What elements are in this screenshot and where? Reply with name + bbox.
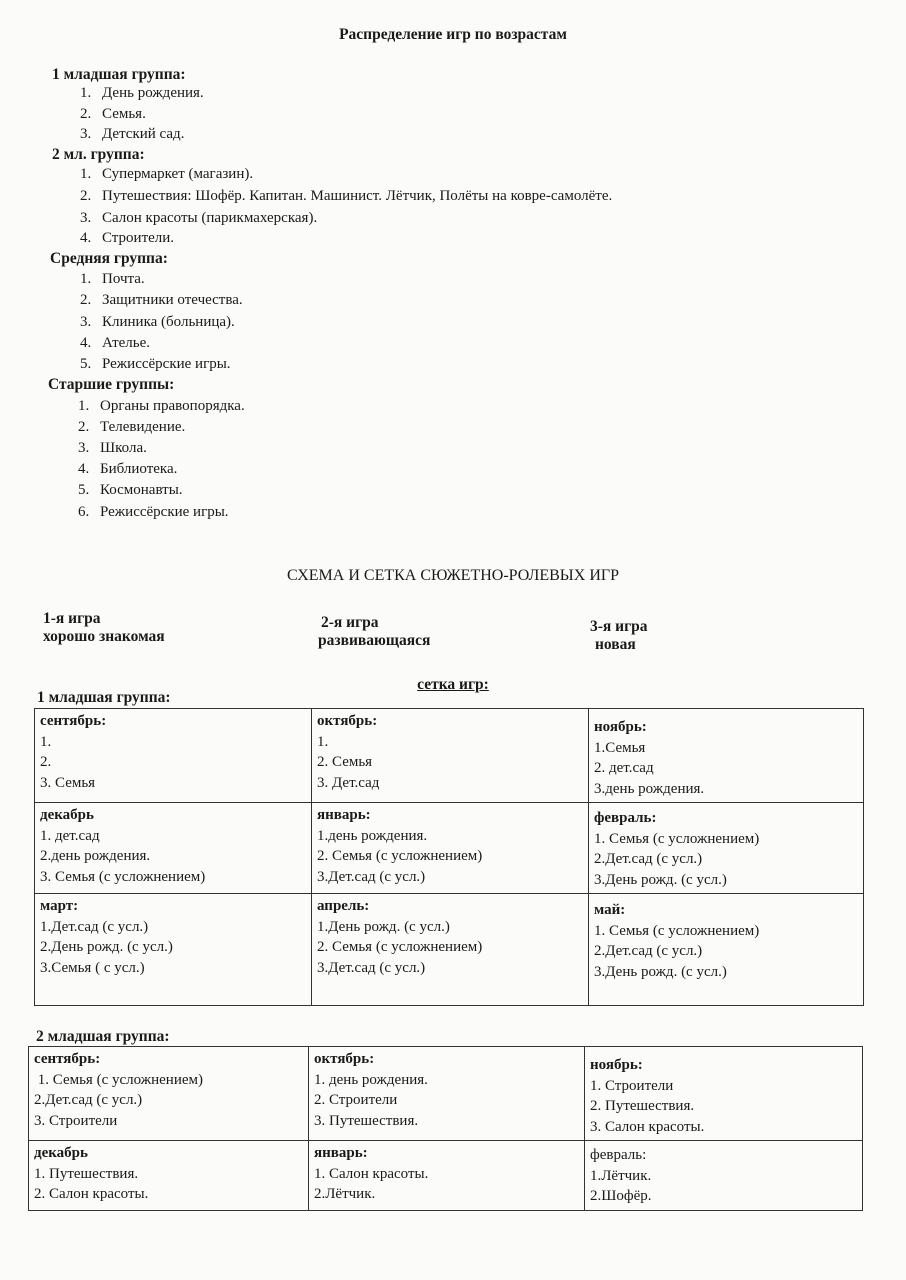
- games-grid-table: [34, 708, 864, 1006]
- table-cell: январь: 1. Салон красоты. 2.Лётчик.: [309, 1141, 585, 1211]
- list-item: 1. День рождения.: [80, 85, 204, 101]
- table-cell: сентябрь: 1. Семья (с усложнением) 2.Дет.сад (с усл.) 3. Строители: [29, 1047, 309, 1141]
- group-heading: 1 младшая группа:: [52, 66, 186, 83]
- list-item: 4. Библиотека.: [78, 461, 178, 477]
- game-column-1: 1-я игра хорошо знакомая: [43, 610, 165, 645]
- scheme-title: СХЕМА И СЕТКА СЮЖЕТНО-РОЛЕВЫХ ИГР: [286, 567, 620, 584]
- table-row: [35, 803, 864, 894]
- table-cell: апрель: 1.День рожд. (с усл.) 2. Семья (с усложнением) 3.Дет.сад (с усл.): [312, 894, 589, 1006]
- table-group-heading: 1 младшая группа:: [37, 689, 171, 706]
- group-heading: Средняя группа:: [50, 250, 168, 267]
- list-item: 3. Клиника (больница).: [80, 314, 235, 330]
- table-row: [35, 894, 864, 1006]
- table-row: [29, 1047, 863, 1141]
- table-cell: май: 1. Семья (с усложнением) 2.Дет.сад (с усл.) 3.День рожд. (с усл.): [589, 894, 864, 1006]
- game-column-2: 2-я игра развивающаяся: [318, 614, 431, 649]
- group-heading: Старшие группы:: [48, 376, 175, 393]
- table-cell: октябрь: 1. 2. Семья 3. Дет.сад: [312, 709, 589, 803]
- table-row: [29, 1141, 863, 1211]
- list-item: 1. Почта.: [80, 271, 145, 287]
- page-title: Распределение игр по возрастам: [339, 26, 567, 43]
- group-heading: 2 мл. группа:: [52, 146, 145, 163]
- list-item: 6. Режиссёрские игры.: [78, 504, 229, 520]
- table-cell: февраль: 1.Лётчик. 2.Шофёр.: [585, 1141, 863, 1211]
- list-item: 3. Детский сад.: [80, 126, 185, 142]
- list-item: 4. Строители.: [80, 230, 175, 246]
- list-item: 2. Телевидение.: [78, 419, 186, 435]
- table-cell: январь: 1.день рождения. 2. Семья (с усложнением) 3.Дет.сад (с усл.): [312, 803, 589, 894]
- table-cell: февраль: 1. Семья (с усложнением) 2.Дет.сад (с усл.) 3.День рожд. (с усл.): [589, 803, 864, 894]
- game-column-3: 3-я игра новая: [590, 618, 648, 653]
- table-cell: декабрь 1. Путешествия. 2. Салон красоты.: [29, 1141, 309, 1211]
- table-cell: сентябрь: 1. 2. 3. Семья: [35, 709, 312, 803]
- table-cell: ноябрь: 1.Семья 2. дет.сад 3.день рождения.: [589, 709, 864, 803]
- list-item: 2. Семья.: [80, 106, 146, 122]
- list-item: 1. Органы правопорядка.: [78, 398, 245, 414]
- table-cell: декабрь 1. дет.сад 2.день рождения. 3. Семья (с усложнением): [35, 803, 312, 894]
- table-row: [35, 709, 864, 803]
- list-item: 5. Режиссёрские игры.: [80, 356, 231, 372]
- table-cell: октябрь: 1. день рождения. 2. Строители 3. Путешествия.: [309, 1047, 585, 1141]
- table-group-heading: 2 младшая группа:: [36, 1028, 170, 1045]
- list-item: 5. Космонавты.: [78, 482, 183, 498]
- list-item: 2. Путешествия: Шофёр. Капитан. Машинист. Лётчик, Полёты на ковре-самолёте.: [80, 188, 613, 204]
- list-item: 3. Школа.: [78, 440, 147, 456]
- list-item: 2. Защитники отечества.: [80, 292, 243, 308]
- games-grid-table: [28, 1046, 863, 1211]
- list-item: 1. Супермаркет (магазин).: [80, 166, 254, 182]
- grid-title: сетка игр:: [417, 676, 489, 693]
- table-cell: ноябрь: 1. Строители 2. Путешествия. 3. Салон красоты.: [585, 1047, 863, 1141]
- table-cell: март: 1.Дет.сад (с усл.) 2.День рожд. (с усл.) 3.Семья ( с усл.): [35, 894, 312, 1006]
- list-item: 3. Салон красоты (парикмахерская).: [80, 210, 318, 226]
- list-item: 4. Ателье.: [80, 335, 151, 351]
